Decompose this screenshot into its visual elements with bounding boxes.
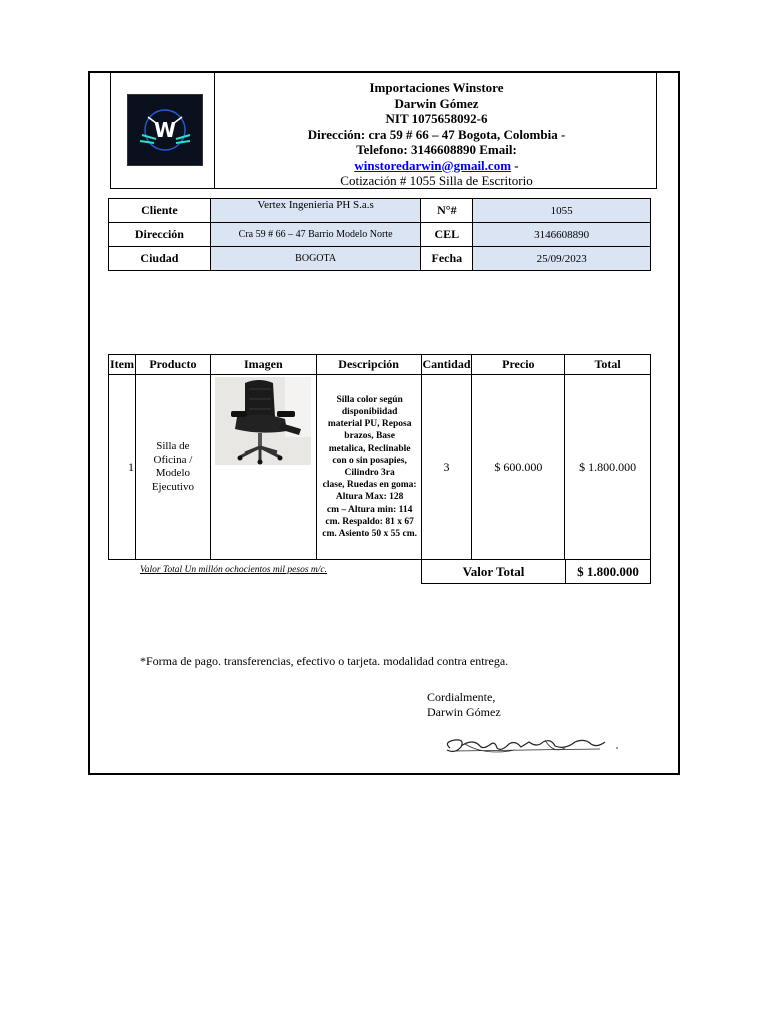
description-line: metalica, Reclinable [328,443,411,454]
company-info [215,80,658,189]
cantidad: 3 [421,375,472,560]
description-line: clase, Ruedas en goma: [322,480,417,491]
phone-email: Telefono: 3146608890 Email: [356,142,517,157]
direccion-value: Cra 59 # 66 – 47 Barrio Modelo Norte [210,223,421,247]
description-line: disponibiidad [341,406,398,417]
description-line: material PU, Reposa [327,419,412,430]
email-link[interactable]: winstoredarwin@gmail.com [354,157,512,173]
closing-text: Cordialmente, [427,690,496,704]
description-line: Altura Max: 128 [335,492,404,503]
svg-text:W: W [153,118,177,142]
total-box [421,559,651,584]
signer-name: Darwin Gómez [427,705,501,719]
total-value: $ 1.800.000 [577,564,639,579]
item-number: 1 [109,375,136,560]
quote-title: Cotización # 1055 Silla de Escritorio [340,173,533,188]
payment-note: *Forma de pago. transferencias, efectivo o tarjeta. modalidad contra entrega. [140,654,509,668]
total-label: Valor Total [422,560,566,583]
email-suffix: - [511,157,519,173]
address-row [109,223,651,247]
owner-name: Darwin Gómez [394,95,479,111]
client-table [108,198,651,271]
precio: $ 600.000 [472,375,565,560]
col-producto: Producto [135,355,210,375]
cliente-value: Vertex Ingenieria PH S.a.s [210,199,421,223]
office-chair-image [215,377,311,465]
header [110,72,657,189]
nit: NIT 1075658092-6 [385,111,488,126]
description-line: cm. Respaldo: 81 x 67 [325,516,414,527]
cel-value: 3146608890 [473,223,651,247]
items-header-row [109,355,651,375]
product-line: Silla de [156,440,190,452]
product-line: Modelo [155,467,191,479]
col-cantidad: Cantidad [421,355,472,375]
signature [425,720,655,775]
description-line: Silla color según [336,394,403,405]
product-line: Oficina / [153,453,193,466]
table-row [109,375,651,560]
client-row [109,199,651,223]
ciudad-value: BOGOTA [210,247,421,271]
col-total: Total [565,355,651,375]
product-description [316,375,421,560]
col-precio: Precio [472,355,565,375]
company-name: Importaciones Winstore [369,80,504,95]
product-line: Ejecutivo [151,480,194,493]
company-logo [127,94,203,166]
city-row [109,247,651,271]
col-item: Item [109,355,136,375]
description-line: cm – Altura min: 114 [326,504,413,515]
items-table [108,354,651,560]
direccion-label: Dirección [109,223,211,247]
row-total: $ 1.800.000 [565,375,651,560]
fecha-label: Fecha [421,247,473,271]
address: Dirección: cra 59 # 66 – 47 Bogota, Colombia - [307,126,566,142]
ciudad-label: Ciudad [109,247,211,271]
numero-label: N°# [421,199,473,223]
product-name [135,375,210,560]
description-line: Cilindro 3ra [344,468,395,478]
description-line: brazos, Base [344,431,395,442]
cel-label: CEL [421,223,473,247]
closing-block [427,690,501,720]
col-descripcion: Descripción [316,355,421,375]
cliente-label: Cliente [109,199,211,223]
fecha-value: 25/09/2023 [473,247,651,271]
numero-value: 1055 [473,199,651,223]
description-line: con o sin posapies, [332,455,407,466]
logo-cell [111,72,215,188]
col-imagen: Imagen [210,355,316,375]
total-in-words: Valor Total Un millón ochocientos mil pesos m/c. [140,565,328,575]
description-line: cm. Asiento 50 x 55 cm. [322,529,417,540]
product-image-cell [210,375,316,560]
